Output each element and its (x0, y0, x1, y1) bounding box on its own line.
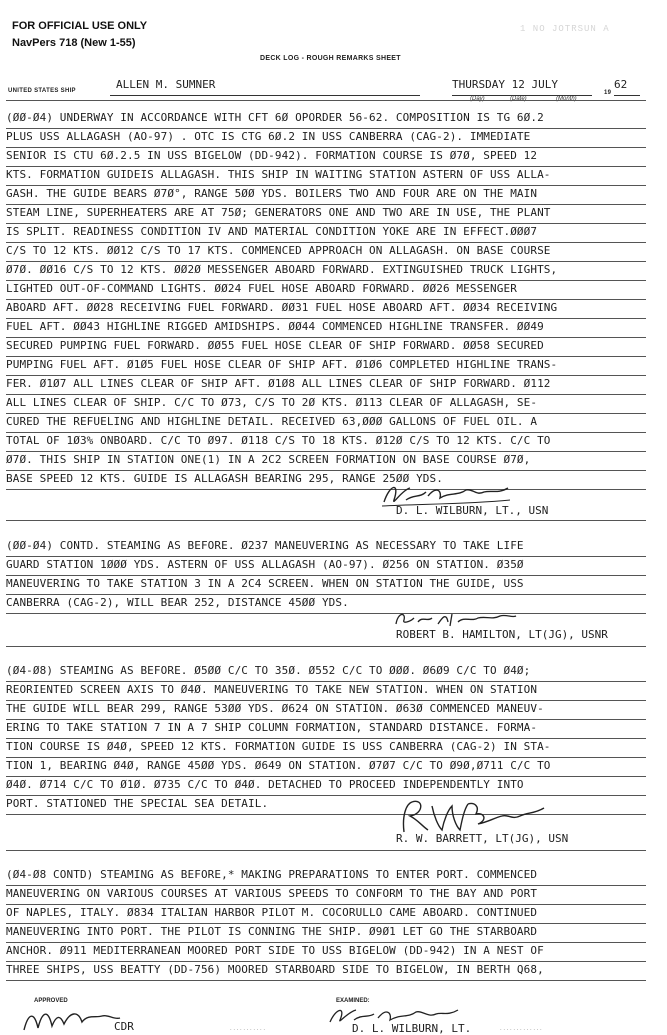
log-line: GASH. THE GUIDE BEARS Ø7Ø°, RANGE 5ØØ YDS. BOILERS TWO AND FOUR ARE ON THE MAIN (6, 185, 646, 205)
examined-label: EXAMINED: (336, 998, 370, 1004)
log-line: Ø4Ø. Ø714 C/C TO Ø1Ø. Ø735 C/C TO Ø4Ø. DETACHED TO PROCEED INDEPENDENTLY INTO (6, 776, 646, 796)
examiner-name: D. L. WILBURN, LT. (352, 1022, 472, 1035)
year-prefix: 19 (604, 90, 612, 96)
entry-divider (6, 850, 646, 851)
log-line: MANEUVERING TO TAKE STATION 3 IN A 2C4 SCREEN. WHEN ON STATION THE GUIDE, USS (6, 575, 646, 595)
header-divider (6, 100, 646, 101)
signature-handwriting-2 (392, 608, 522, 630)
sublabel-date: (Date) (510, 96, 527, 102)
year-field (614, 78, 640, 96)
log-line: (ØØ-Ø4) UNDERWAY IN ACCORDANCE WITH CFT 6Ø OPORDER 56-62. COMPOSITION IS TG 6Ø.2 (6, 109, 646, 129)
ship-name-field (110, 78, 420, 96)
log-line: REORIENTED SCREEN AXIS TO Ø4Ø. MANEUVERING TO TAKE NEW STATION. WHEN ON STATION (6, 681, 646, 701)
log-line: FER. Ø1Ø7 ALL LINES CLEAR OF SHIP AFT. Ø1Ø8 ALL LINES CLEAR OF SHIP FORWARD. Ø112 (6, 375, 646, 395)
log-line: CANBERRA (CAG-2), WILL BEAR 252, DISTANCE 45ØØ YDS. (6, 594, 646, 614)
log-line: TION COURSE IS Ø4Ø, SPEED 12 KTS. FORMATION GUIDE IS USS CANBERRA (CAG-2) IN STA- (6, 738, 646, 758)
log-line: THE GUIDE WILL BEAR 299, RANGE 53ØØ YDS. Ø624 ON STATION. Ø63Ø COMMENCED MANEUV- (6, 700, 646, 720)
entry-divider (6, 646, 646, 647)
log-year: 62 (614, 78, 628, 91)
signature-name: ROBERT B. HAMILTON, LT(JG), USNR (396, 628, 608, 641)
log-line: PUMPING FUEL AFT. Ø1Ø5 FUEL HOSE CLEAR OF SHIP AFT. Ø1Ø6 COMPLETED HIGHLINE TRANS- (6, 356, 646, 376)
log-line: Ø7Ø. THIS SHIP IN STATION ONE(1) IN A 2C2 SCREEN FORMATION ON BASE COURSE Ø7Ø, (6, 451, 646, 471)
log-line: OF NAPLES, ITALY. Ø834 ITALIAN HARBOR PILOT M. COCORULLO CAME ABOARD. CONTINUED (6, 904, 646, 924)
footer-dots-right: . . . . . . . . . . . . . (500, 1026, 542, 1032)
faint-stamp-text: 1 NO JOTRSUN A (520, 24, 610, 34)
sublabel-day: (Day) (470, 96, 485, 102)
log-line: ABOARD AFT. ØØ28 RECEIVING FUEL FORWARD. ØØ31 FUEL HOSE ABOARD AFT. ØØ34 RECEIVING (6, 299, 646, 319)
log-line: ANCHOR. Ø911 MEDITERRANEAN MOORED PORT SIDE TO USS BIGELOW (DD-942) IN A NEST OF (6, 942, 646, 962)
log-line: SENIOR IS CTU 6Ø.2.5 IN USS BIGELOW (DD-942). FORMATION COURSE IS Ø7Ø, SPEED 12 (6, 147, 646, 167)
log-line: KTS. FORMATION GUIDEIS ALLAGASH. THIS SHIP IN WAITING STATION ASTERN OF USS ALLA- (6, 166, 646, 186)
log-line: FUEL AFT. ØØ43 HIGHLINE RIGGED AMIDSHIPS. ØØ44 COMMENCED HIGHLINE TRANSFER. ØØ49 (6, 318, 646, 338)
log-line: (ØØ-Ø4) CONTD. STEAMING AS BEFORE. Ø237 MANEUVERING AS NECESSARY TO TAKE LIFE (6, 537, 646, 557)
form-title: DECK LOG - ROUGH REMARKS SHEET (260, 55, 401, 62)
ship-label: UNITED STATES SHIP (8, 88, 76, 94)
log-line: TION 1, BEARING Ø4Ø, RANGE 45ØØ YDS. Ø649 ON STATION. Ø7Ø7 C/C TO Ø9Ø,Ø711 C/C TO (6, 757, 646, 777)
log-line: (Ø4-Ø8) STEAMING AS BEFORE. Ø5ØØ C/C TO 35Ø. Ø552 C/C TO ØØØ. Ø6Ø9 C/C TO Ø4Ø; (6, 662, 646, 682)
log-line: ALL LINES CLEAR OF SHIP. C/C TO Ø73, C/S TO 2Ø KTS. Ø113 CLEAR OF ALLAGASH, SE- (6, 394, 646, 414)
log-line: IS SPLIT. READINESS CONDITION IV AND MATERIAL CONDITION YOKE ARE IN EFFECT.ØØØ7 (6, 223, 646, 243)
log-line: Ø7Ø. ØØ16 C/S TO 12 KTS. ØØ2Ø MESSENGER ABOARD FORWARD. EXTINGUISHED TRUCK LIGHTS, (6, 261, 646, 281)
log-line: (Ø4-Ø8 CONTD) STEAMING AS BEFORE,* MAKING PREPARATIONS TO ENTER PORT. COMMENCED (6, 866, 646, 886)
log-line: THREE SHIPS, USS BEATTY (DD-756) MOORED STARBOARD SIDE TO BIGELOW, IN BERTH Q68, (6, 961, 646, 981)
log-line: LIGHTED OUT-OF-COMMAND LIGHTS. ØØ24 FUEL HOSE ABOARD FORWARD. ØØ26 MESSENGER (6, 280, 646, 300)
log-line: PORT. STATIONED THE SPECIAL SEA DETAIL. (6, 795, 646, 815)
entry-divider (6, 520, 646, 521)
approved-rank: CDR (114, 1020, 134, 1033)
signature-name: D. L. WILBURN, LT., USN (396, 504, 549, 517)
footer-dots-left: . . . . . . . . . . . (230, 1026, 266, 1032)
signature-name: R. W. BARRETT, LT(JG), USN (396, 832, 569, 845)
log-line: TOTAL OF 1Ø3% ONBOARD. C/C TO Ø97. Ø118 C/S TO 18 KTS. Ø12Ø C/S TO 12 KTS. C/C TO (6, 432, 646, 452)
form-number: NavPers 718 (New 1-55) (12, 37, 136, 49)
classification-label: FOR OFFICIAL USE ONLY (12, 20, 148, 32)
date-field (452, 78, 592, 96)
approved-label: APPROVED (34, 998, 68, 1004)
log-line: PLUS USS ALLAGASH (AO-97) . OTC IS CTG 6Ø.2 IN USS CANBERRA (CAG-2). IMMEDIATE (6, 128, 646, 148)
sublabel-month: (Month) (556, 96, 577, 102)
log-line: C/S TO 12 KTS. ØØ12 C/S TO 17 KTS. COMMENCED APPROACH ON ALLAGASH. ON BASE COURSE (6, 242, 646, 262)
log-line: MANEUVERING INTO PORT. THE PILOT IS CONNING THE SHIP. Ø9Ø1 LET GO THE STARBOARD (6, 923, 646, 943)
log-date: THURSDAY 12 JULY (452, 78, 558, 91)
log-line: ERING TO TAKE STATION 7 IN A 7 SHIP COLUMN FORMATION, STANDARD DISTANCE. FORMA- (6, 719, 646, 739)
signature-handwriting-3 (398, 796, 558, 836)
ship-name: ALLEN M. SUMNER (116, 78, 216, 91)
log-line: STEAM LINE, SUPERHEATERS ARE AT 75Ø; GENERATORS ONE AND TWO ARE IN USE, THE PLANT (6, 204, 646, 224)
log-line: CURED THE REFUELING AND HIGHLINE DETAIL. RECEIVED 63,ØØØ GALLONS OF FUEL OIL. A (6, 413, 646, 433)
log-line: GUARD STATION 1ØØØ YDS. ASTERN OF USS ALLAGASH (AO-97). Ø256 ON STATION. Ø35Ø (6, 556, 646, 576)
log-line: MANEUVERING ON VARIOUS COURSES AT VARIOUS SPEEDS TO CONFORM TO THE BAY AND PORT (6, 885, 646, 905)
log-line: SECURED PUMPING FUEL FORWARD. ØØ55 FUEL HOSE CLEAR OF SHIP FORWARD. ØØ58 SECURED (6, 337, 646, 357)
log-line: BASE SPEED 12 KTS. GUIDE IS ALLAGASH BEARING 295, RANGE 25ØØ YDS. (6, 470, 646, 490)
